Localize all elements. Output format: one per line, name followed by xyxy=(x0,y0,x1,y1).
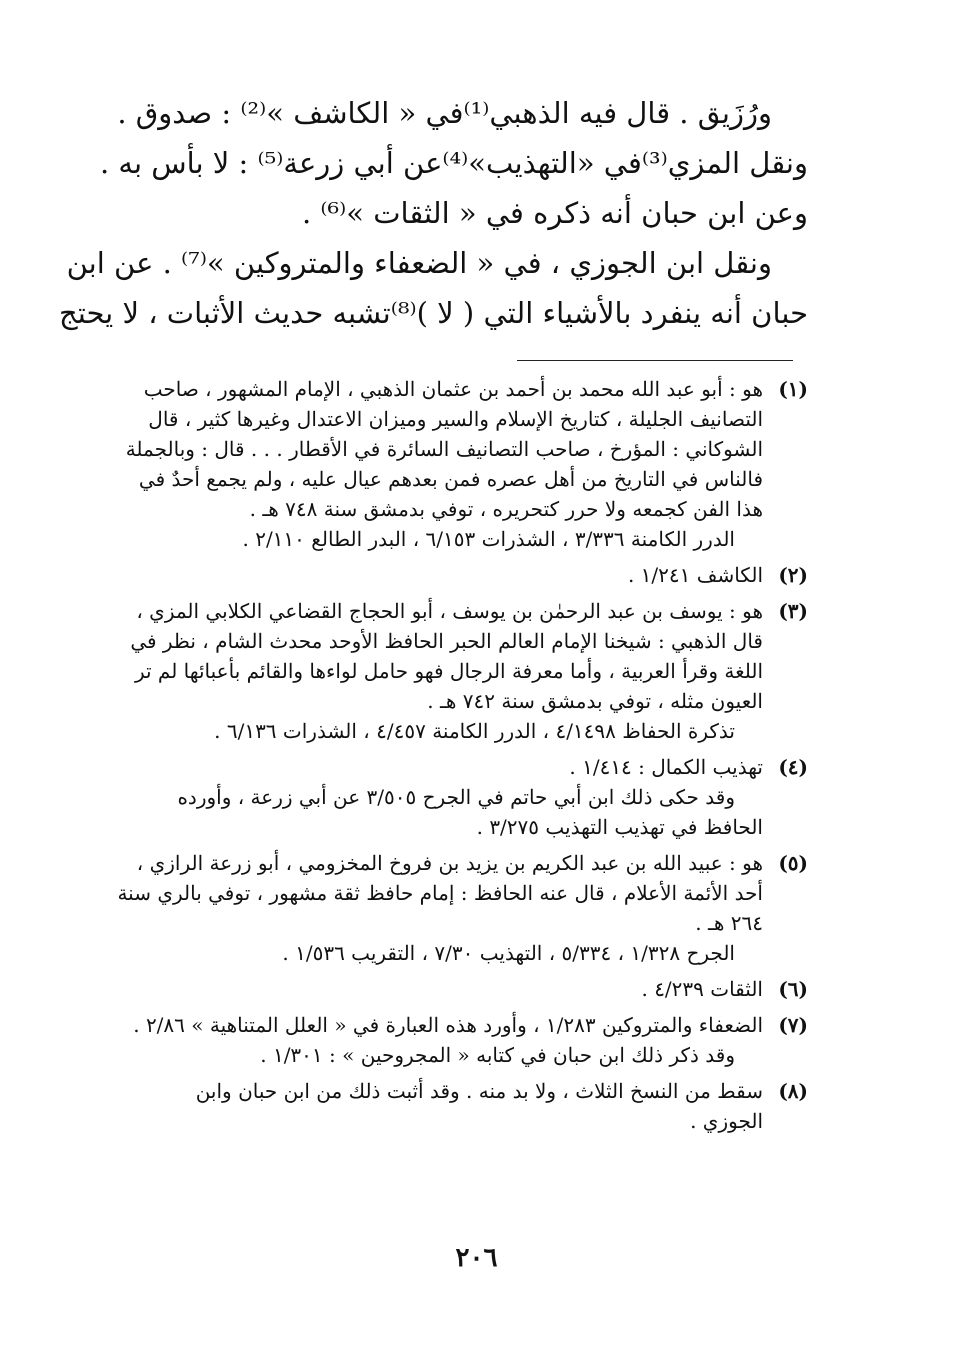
footnote-line: أحد الأئمة الأعلام ، قال عنه الحافظ : إمام حافظ ثقة مشهور ، توفي بالري سنة xyxy=(117,881,763,905)
footnote-line: هذا الفن كجمعه ولا حرر كتحريره ، توفي بدمشق سنة ٧٤٨ هـ . xyxy=(249,497,763,521)
footnote-line: قال الذهبي : شيخنا الإمام العالم الحبر الحافظ الأوحد محدث الشام ، نظر في xyxy=(130,629,763,653)
footnote-1 xyxy=(103,374,808,554)
footnote-line: هو : يوسف بن عبد الرحمٰن بن يوسف ، أبو الحجاج القضاعي الكلابي المزي ، xyxy=(136,599,763,623)
footnote-line: ٢٦٤ هـ . xyxy=(695,911,763,935)
footnote-number: (٨) xyxy=(778,1079,808,1103)
footnote-line: الشوكاني : المؤرخ ، صاحب التصانيف السائرة في الأقطار . . . قال : وبالجملة xyxy=(125,437,763,461)
footnote-line: وقد ذكر ذلك ابن حبان في كتابه « المجروحين » : ١/٣٠١ . xyxy=(260,1043,735,1067)
footnote-3 xyxy=(103,596,808,746)
footnote-line: العيون مثله ، توفي بدمشق سنة ٧٤٢ هـ . xyxy=(427,689,763,713)
footnote-number: (١) xyxy=(778,377,808,401)
footnote-number: (٣) xyxy=(778,599,808,623)
footnote-line: هو : أبو عبد الله محمد بن أحمد بن عثمان الذهبي ، الإمام المشهور ، صاحب xyxy=(143,377,763,401)
main-text-line: ونقل ابن الجوزي ، في « الضعفاء والمتروكين »⁽⁷⁾ . عن ابن xyxy=(66,246,772,280)
footnote-8 xyxy=(103,1076,808,1136)
main-text-block xyxy=(58,88,808,338)
footnote-divider xyxy=(517,360,793,361)
footnotes-section xyxy=(103,368,808,1136)
footnote-line: فالناس في التاريخ من أهل عصره فمن بعدهم عيال عليه ، ولم يجمع أحدٌ في xyxy=(138,467,763,491)
footnote-line: التصانيف الجليلة ، كتاريخ الإسلام والسير وميزان الاعتدال وغيرها كثير ، قال xyxy=(148,407,763,431)
footnote-line: تهذيب الكمال : ١/٤١٤ . xyxy=(569,755,763,779)
footnote-7 xyxy=(103,1010,808,1070)
page-number: ٢٠٦ xyxy=(455,1243,498,1273)
footnote-5 xyxy=(103,848,808,968)
footnote-4 xyxy=(103,752,808,842)
footnote-number: (٦) xyxy=(778,977,808,1001)
footnote-line: الحافظ في تهذيب التهذيب ٣/٢٧٥ . xyxy=(476,815,763,839)
footnote-reference: الدرر الكامنة ٣/٣٣٦ ، الشذرات ٦/١٥٣ ، البدر الطالع ٢/١١٠ . xyxy=(242,527,735,551)
footnote-line: الكاشف ١/٢٤١ . xyxy=(627,563,763,587)
footnote-number: (٧) xyxy=(778,1013,808,1037)
footnote-line: سقط من النسخ الثلاث ، ولا بد منه . وقد أثبت ذلك من ابن حبان وابن xyxy=(195,1079,763,1103)
footnote-reference: تذكرة الحفاظ ٤/١٤٩٨ ، الدرر الكامنة ٤/٤٥٧ ، الشذرات ٦/١٣٦ . xyxy=(214,719,735,743)
footnote-number: (٢) xyxy=(778,563,808,587)
footnote-line: هو : عبيد الله بن عبد الكريم بن يزيد بن فروخ المخزومي ، أبو زرعة الرازي ، xyxy=(136,851,763,875)
main-text-line: ورُزَيق . قال فيه الذهبي⁽¹⁾في « الكاشف »⁽²⁾ : صدوق . xyxy=(117,96,772,130)
main-text-line: وعن ابن حبان أنه ذكره في « الثقات »⁽⁶⁾ . xyxy=(301,196,808,230)
footnote-line: الثقات ٤/٢٣٩ . xyxy=(641,977,763,1001)
footnote-line: الجوزي . xyxy=(690,1109,763,1133)
footnote-line: وقد حكى ذلك ابن أبي حاتم في الجرح ٣/٥٠٥ عن أبي زرعة ، وأورده xyxy=(177,785,735,809)
main-text-line: ونقل المزي⁽³⁾في «التهذيب»⁽⁴⁾عن أبي زرعة⁽⁵⁾ : لا بأس به . xyxy=(99,146,808,180)
main-text-line: حبان أنه ينفرد بالأشياء التي ( لا )⁽⁸⁾تشبه حديث الأثبات ، لا يحتج xyxy=(58,296,808,330)
footnote-2 xyxy=(103,560,808,590)
footnote-reference: الجرح ١/٣٢٨ ، ٥/٣٣٤ ، التهذيب ٧/٣٠ ، التقريب ١/٥٣٦ . xyxy=(282,941,735,965)
footnote-6 xyxy=(103,974,808,1004)
footnote-number: (٥) xyxy=(778,851,808,875)
footnote-number: (٤) xyxy=(778,755,808,779)
footnote-line: الضعفاء والمتروكين ١/٢٨٣ ، وأورد هذه العبارة في « العلل المتناهية » ٢/٨٦ . xyxy=(133,1013,763,1037)
footnote-line: اللغة وقرأ العربية ، وأما معرفة الرجال فهو حامل لواءها والقائم بأعبائها لم تر xyxy=(134,659,763,683)
